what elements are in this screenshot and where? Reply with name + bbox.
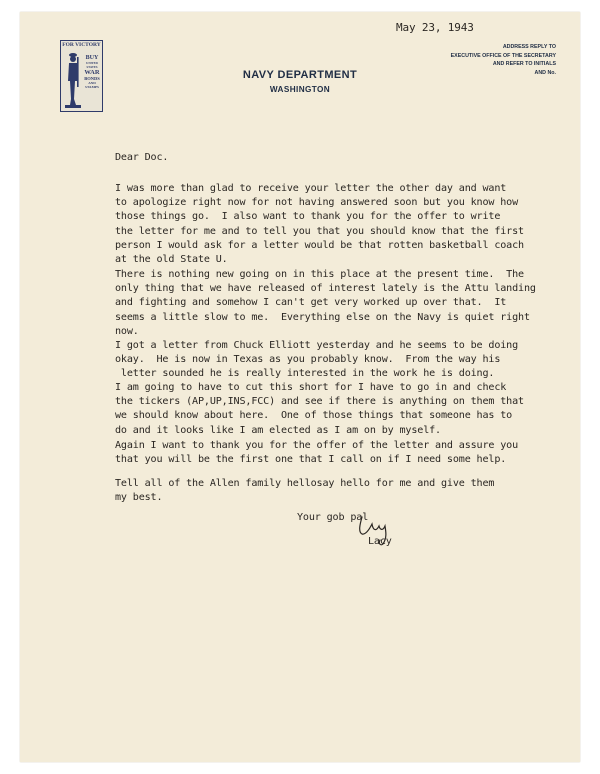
text-line: we should know about here. One of those things that someone has to xyxy=(115,410,513,422)
paragraph-3 xyxy=(115,339,535,382)
reply-line: AND REFER TO INITIALS xyxy=(492,61,556,67)
text-line: letter sounded he is really interested in the work he is doing. xyxy=(115,368,495,380)
text-line: do and it looks like I am elected as I am on by myself. xyxy=(115,424,441,436)
text-line: and fighting and somehow I can't get very worked up over that. It xyxy=(115,297,507,309)
paragraph-1 xyxy=(115,182,535,267)
stamp-word: BUY xyxy=(85,55,99,61)
text-line: my best. xyxy=(115,492,163,504)
stamp-word: UNITED STATES xyxy=(86,61,98,69)
text-line: only thing that we have released of interest lately is the Attu landing xyxy=(115,283,536,295)
text-line: Tell all of the Allen family hellosay hello for me and give them xyxy=(115,478,495,489)
text-line: the tickers (AP,UP,INS,FCC) and see if there is anything on them that xyxy=(115,396,524,408)
paragraph-6 xyxy=(115,477,535,505)
reply-line: AND No. xyxy=(534,69,556,76)
closing-line: Your gob pal xyxy=(297,512,369,523)
text-line: that you will be the first one that I call on if I need some help. xyxy=(115,454,507,466)
letter-date: May 23, 1943 xyxy=(396,21,474,34)
text-line: now. xyxy=(115,325,139,337)
paragraph-4 xyxy=(115,381,535,438)
paragraph-2 xyxy=(115,268,535,339)
letterhead-city: WASHINGTON xyxy=(269,85,331,94)
text-line: those things go. I also want to thank you for the offer to write xyxy=(115,211,501,223)
text-line: the letter for me and to tell you that you should know that the first xyxy=(115,225,524,237)
reply-line: EXECUTIVE OFFICE OF THE SECRETARY xyxy=(450,52,556,59)
text-line: person I would ask for a letter would be that rotten basketball coach xyxy=(115,239,524,251)
text-line: to apologize right now for not having answered soon but you know how xyxy=(115,197,519,209)
reply-line: ADDRESS REPLY TO xyxy=(502,44,556,50)
letterhead-title: NAVY DEPARTMENT xyxy=(242,69,358,81)
text-line: okay. He is now in Texas as you probably know. From the way his xyxy=(115,354,501,366)
stamp-word: WAR xyxy=(84,69,100,77)
salutation: Dear Doc. xyxy=(115,152,169,163)
text-line: There is nothing new going on in this place at the present time. The xyxy=(115,269,524,280)
letter-page xyxy=(20,12,580,762)
text-line: at the old State U. xyxy=(115,254,228,266)
stamp-word: AND STAMPS xyxy=(85,81,99,90)
stamp-word: BONDS xyxy=(84,76,100,82)
signer-name: Lacy xyxy=(368,536,392,547)
paragraph-5 xyxy=(115,439,535,467)
text-line: seems a little slow to me. Everything else on the Navy is quiet right xyxy=(115,311,530,323)
stamp-top-text: FOR VICTORY xyxy=(62,42,101,48)
text-line: I got a letter from Chuck Elliott yesterday and he seems to be doing xyxy=(115,340,519,351)
text-line: I am going to have to cut this short for I have to go in and check xyxy=(115,382,507,393)
text-line: Again I want to thank you for the offer of the letter and assure you xyxy=(115,440,519,451)
text-line: I was more than glad to receive your letter the other day and want xyxy=(115,183,507,194)
